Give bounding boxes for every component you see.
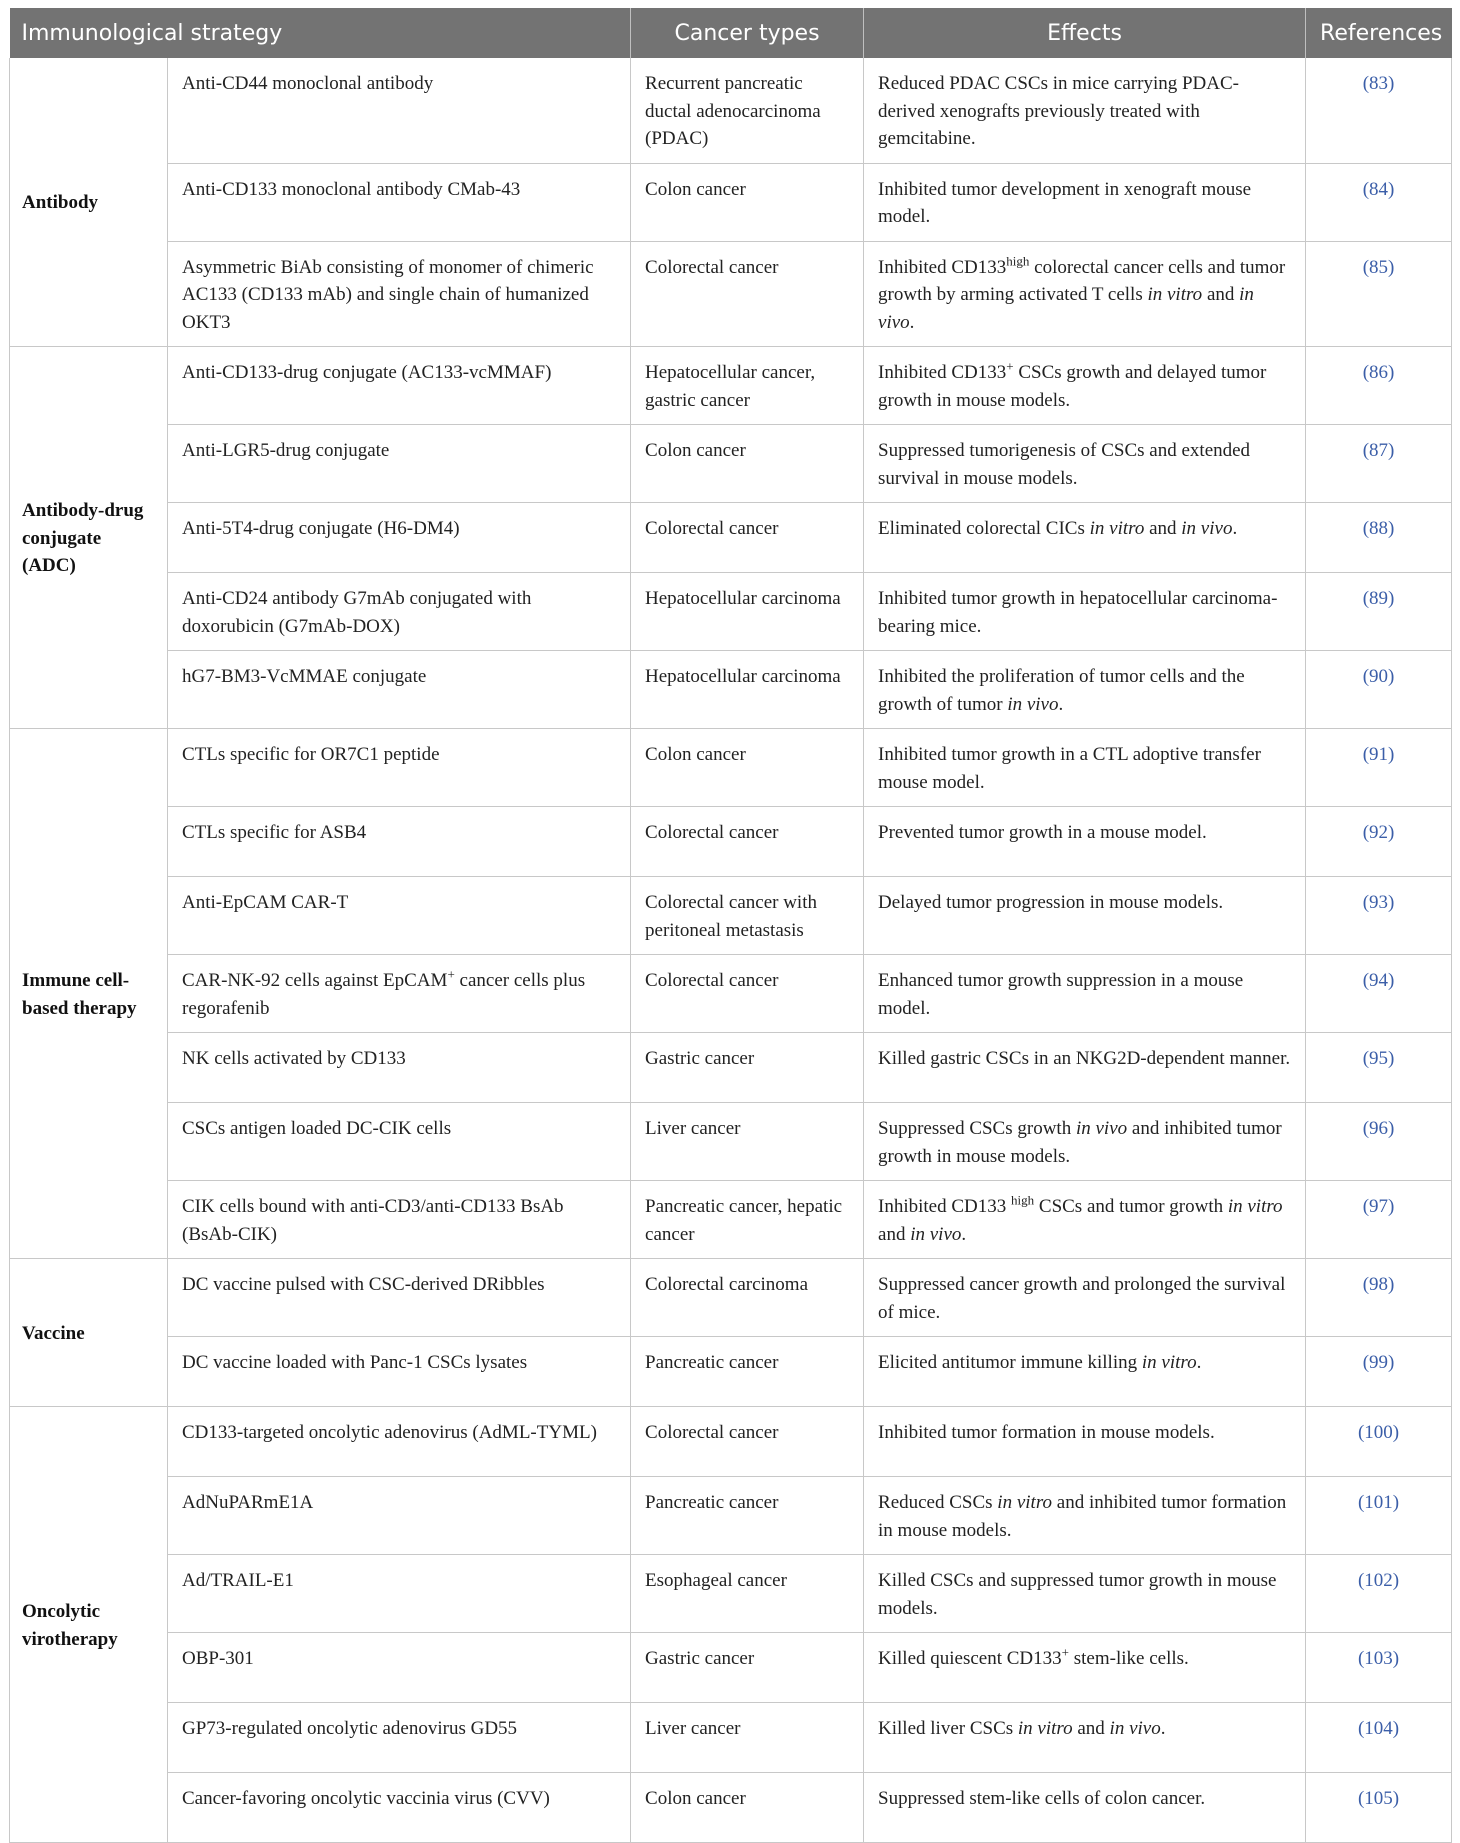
- cancer-type-cell: Colorectal cancer: [631, 807, 864, 877]
- reference-link[interactable]: (86): [1306, 347, 1452, 425]
- text-fragment: Reduced CSCs: [878, 1492, 998, 1513]
- cancer-type-cell: Colorectal cancer: [631, 1407, 864, 1477]
- text-fragment: Killed liver CSCs: [878, 1718, 1018, 1739]
- text-fragment: .: [1058, 693, 1064, 715]
- effect-cell: Killed CSCs and suppressed tumor growth in mouse models.: [864, 1555, 1306, 1633]
- table-row: [10, 729, 1452, 807]
- cancer-type-cell: Recurrent pancreatic ductal adenocarcinoma (PDAC): [631, 58, 864, 163]
- reference-link[interactable]: (85): [1306, 241, 1452, 347]
- strategy-group-label: Oncolytic virotherapy: [10, 1407, 168, 1843]
- reference-link[interactable]: (84): [1306, 163, 1452, 241]
- effect-cell: Inhibited tumor growth in a CTL adoptive transfer mouse model.: [864, 729, 1306, 807]
- cancer-type-cell: Esophageal cancer: [631, 1555, 864, 1633]
- text-fragment: and: [878, 1223, 911, 1245]
- effect-cell: Inhibited tumor development in xenograft mouse model.: [864, 163, 1306, 241]
- header-strategy: Immunological strategy: [10, 8, 631, 58]
- reference-link[interactable]: (87): [1306, 425, 1452, 503]
- cancer-type-cell: Hepatocellular carcinoma: [631, 651, 864, 729]
- reference-link[interactable]: (100): [1306, 1407, 1452, 1477]
- table-row: [10, 1337, 1452, 1407]
- text-fragment: CAR-NK-92 cells against EpCAM: [182, 970, 448, 991]
- effect-cell: [864, 1703, 1306, 1773]
- reference-link[interactable]: (103): [1306, 1633, 1452, 1703]
- table-row: [10, 1181, 1452, 1259]
- agent-cell: AdNuPARmE1A: [168, 1477, 631, 1555]
- text-fragment: Inhibited CD133: [878, 256, 1007, 278]
- table-row: [10, 1259, 1452, 1337]
- agent-cell: Cancer-favoring oncolytic vaccinia virus (CVV): [168, 1773, 631, 1843]
- reference-link[interactable]: (97): [1306, 1181, 1452, 1259]
- agent-cell: GP73-regulated oncolytic adenovirus GD55: [168, 1703, 631, 1773]
- text-fragment: colorectal cancer cells and tumor growth by arming activated T cells: [878, 256, 1286, 305]
- effect-cell: [864, 503, 1306, 573]
- text-fragment: Inhibited CD133: [878, 362, 1007, 383]
- cancer-type-cell: Colorectal cancer: [631, 503, 864, 573]
- table-row: [10, 573, 1452, 651]
- agent-cell: Anti-CD133 monoclonal antibody CMab-43: [168, 163, 631, 241]
- effect-cell: [864, 241, 1306, 347]
- effect-cell: [864, 651, 1306, 729]
- table-row: [10, 503, 1452, 573]
- text-fragment: stem-like cells.: [1069, 1648, 1189, 1669]
- agent-cell: DC vaccine loaded with Panc-1 CSCs lysates: [168, 1337, 631, 1407]
- table-row: [10, 877, 1452, 955]
- text-fragment: in vivo: [910, 1223, 962, 1245]
- cancer-type-cell: Colorectal cancer: [631, 955, 864, 1033]
- text-fragment: .: [1232, 518, 1238, 539]
- reference-link[interactable]: (83): [1306, 58, 1452, 163]
- text-fragment: .: [961, 1223, 967, 1245]
- table-row: [10, 58, 1452, 163]
- cancer-type-cell: Hepatocellular carcinoma: [631, 573, 864, 651]
- text-fragment: and inhibited tumor growth in mouse models.: [878, 1118, 1282, 1167]
- reference-link[interactable]: (92): [1306, 807, 1452, 877]
- cancer-type-cell: Pancreatic cancer, hepatic cancer: [631, 1181, 864, 1259]
- agent-cell: Anti-CD44 monoclonal antibody: [168, 58, 631, 163]
- agent-cell: Anti-CD133-drug conjugate (AC133-vcMMAF): [168, 347, 631, 425]
- cancer-type-cell: Colon cancer: [631, 163, 864, 241]
- text-fragment: cancer cells plus regorafenib: [182, 970, 586, 1019]
- effect-cell: Suppressed cancer growth and prolonged the survival of mice.: [864, 1259, 1306, 1337]
- text-fragment: in vivo: [878, 284, 1254, 333]
- table-row: [10, 955, 1452, 1033]
- text-fragment: in vivo: [1109, 1718, 1161, 1739]
- text-fragment: and inhibited tumor formation in mouse models.: [878, 1492, 1287, 1541]
- cancer-type-cell: Gastric cancer: [631, 1633, 864, 1703]
- strategy-group-label: Vaccine: [10, 1259, 168, 1407]
- text-fragment: +: [1006, 358, 1014, 374]
- agent-cell: Asymmetric BiAb consisting of monomer of chimeric AC133 (CD133 mAb) and single chain of humanized OKT3: [168, 241, 631, 347]
- cancer-type-cell: Pancreatic cancer: [631, 1337, 864, 1407]
- text-fragment: high: [1006, 253, 1030, 269]
- effect-cell: [864, 1477, 1306, 1555]
- agent-cell: CTLs specific for OR7C1 peptide: [168, 729, 631, 807]
- agent-cell: CSCs antigen loaded DC-CIK cells: [168, 1103, 631, 1181]
- agent-cell: OBP-301: [168, 1633, 631, 1703]
- text-fragment: high: [1011, 1192, 1035, 1208]
- text-fragment: in vitro: [1227, 1196, 1283, 1217]
- agent-cell: NK cells activated by CD133: [168, 1033, 631, 1103]
- table-row: [10, 1407, 1452, 1477]
- cancer-type-cell: Colon cancer: [631, 729, 864, 807]
- reference-link[interactable]: (102): [1306, 1555, 1452, 1633]
- table-row: [10, 241, 1452, 347]
- table-row: [10, 807, 1452, 877]
- table-row: [10, 1033, 1452, 1103]
- agent-cell: [168, 955, 631, 1033]
- table-body: [10, 58, 1452, 1843]
- text-fragment: Elicited antitumor immune killing: [878, 1352, 1142, 1373]
- effect-cell: [864, 1633, 1306, 1703]
- reference-link[interactable]: (101): [1306, 1477, 1452, 1555]
- reference-link[interactable]: (98): [1306, 1259, 1452, 1337]
- strategy-group-label: Antibody: [10, 58, 168, 347]
- reference-link[interactable]: (96): [1306, 1103, 1452, 1181]
- effect-cell: Suppressed stem-like cells of colon cancer.: [864, 1773, 1306, 1843]
- text-fragment: .: [909, 311, 915, 333]
- cancer-type-cell: Liver cancer: [631, 1703, 864, 1773]
- text-fragment: in vivo: [1075, 1118, 1128, 1139]
- table-row: [10, 1773, 1452, 1843]
- agent-cell: Anti-5T4-drug conjugate (H6-DM4): [168, 503, 631, 573]
- effect-cell: Inhibited tumor growth in hepatocellular carcinoma-bearing mice.: [864, 573, 1306, 651]
- text-fragment: Eliminated colorectal CICs: [878, 518, 1090, 539]
- effect-cell: Enhanced tumor growth suppression in a mouse model.: [864, 955, 1306, 1033]
- cancer-type-cell: Colorectal cancer with peritoneal metastasis: [631, 877, 864, 955]
- agent-cell: hG7-BM3-VcMMAE conjugate: [168, 651, 631, 729]
- text-fragment: +: [447, 966, 455, 982]
- cancer-type-cell: Liver cancer: [631, 1103, 864, 1181]
- text-fragment: Suppressed CSCs growth: [878, 1118, 1076, 1139]
- text-fragment: and: [1202, 284, 1240, 305]
- text-fragment: in vivo: [1181, 518, 1233, 539]
- effect-cell: Prevented tumor growth in a mouse model.: [864, 807, 1306, 877]
- table-row: [10, 425, 1452, 503]
- reference-link[interactable]: (99): [1306, 1337, 1452, 1407]
- cancer-type-cell: Colorectal cancer: [631, 241, 864, 347]
- cancer-type-cell: Gastric cancer: [631, 1033, 864, 1103]
- strategy-table: [9, 8, 1452, 1843]
- agent-cell: CIK cells bound with anti-CD3/anti-CD133 BsAb (BsAb-CIK): [168, 1181, 631, 1259]
- cancer-type-cell: Colorectal carcinoma: [631, 1259, 864, 1337]
- table-row: [10, 1477, 1452, 1555]
- table-row: [10, 163, 1452, 241]
- text-fragment: and: [1144, 518, 1182, 539]
- table-row: [10, 1103, 1452, 1181]
- text-fragment: Killed quiescent CD133: [878, 1648, 1062, 1669]
- text-fragment: in vivo: [1007, 693, 1059, 715]
- effect-cell: [864, 1103, 1306, 1181]
- reference-link[interactable]: (95): [1306, 1033, 1452, 1103]
- table-row: [10, 651, 1452, 729]
- table-row: [10, 1703, 1452, 1773]
- reference-link[interactable]: (89): [1306, 573, 1452, 651]
- reference-link[interactable]: (88): [1306, 503, 1452, 573]
- text-fragment: +: [1061, 1644, 1069, 1660]
- reference-link[interactable]: (93): [1306, 877, 1452, 955]
- header-cancer-types: Cancer types: [631, 8, 864, 58]
- effect-cell: [864, 1181, 1306, 1259]
- effect-cell: Reduced PDAC CSCs in mice carrying PDAC-derived xenografts previously treated with gemcitabine.: [864, 58, 1306, 163]
- text-fragment: in vitro: [1017, 1718, 1073, 1739]
- strategy-group-label: Immune cell-based therapy: [10, 729, 168, 1259]
- agent-cell: CD133-targeted oncolytic adenovirus (AdML-TYML): [168, 1407, 631, 1477]
- text-fragment: Inhibited the proliferation of tumor cells and the growth of tumor: [878, 666, 1245, 715]
- effect-cell: Killed gastric CSCs in an NKG2D-dependent manner.: [864, 1033, 1306, 1103]
- cancer-type-cell: Colon cancer: [631, 425, 864, 503]
- cancer-type-cell: Colon cancer: [631, 1773, 864, 1843]
- agent-cell: Anti-LGR5-drug conjugate: [168, 425, 631, 503]
- table-row: [10, 347, 1452, 425]
- text-fragment: CSCs and tumor growth: [1034, 1196, 1228, 1217]
- header-effects: Effects: [864, 8, 1306, 58]
- cancer-type-cell: Pancreatic cancer: [631, 1477, 864, 1555]
- table-container: [9, 8, 1451, 1843]
- text-fragment: and: [1072, 1718, 1110, 1739]
- table-row: [10, 1633, 1452, 1703]
- effect-cell: [864, 347, 1306, 425]
- text-fragment: in vitro: [1089, 518, 1145, 539]
- reference-link[interactable]: (94): [1306, 955, 1452, 1033]
- text-fragment: .: [1196, 1352, 1202, 1373]
- cancer-type-cell: Hepatocellular cancer, gastric cancer: [631, 347, 864, 425]
- text-fragment: .: [1160, 1718, 1166, 1739]
- header-row: [10, 8, 1452, 58]
- agent-cell: Ad/TRAIL-E1: [168, 1555, 631, 1633]
- reference-link[interactable]: (90): [1306, 651, 1452, 729]
- effect-cell: Delayed tumor progression in mouse models.: [864, 877, 1306, 955]
- reference-link[interactable]: (91): [1306, 729, 1452, 807]
- effect-cell: Suppressed tumorigenesis of CSCs and extended survival in mouse models.: [864, 425, 1306, 503]
- text-fragment: in vitro: [1147, 284, 1203, 305]
- agent-cell: Anti-CD24 antibody G7mAb conjugated with doxorubicin (G7mAb-DOX): [168, 573, 631, 651]
- agent-cell: Anti-EpCAM CAR-T: [168, 877, 631, 955]
- text-fragment: Inhibited CD133: [878, 1196, 1012, 1217]
- agent-cell: CTLs specific for ASB4: [168, 807, 631, 877]
- strategy-group-label: Antibody-drug conjugate (ADC): [10, 347, 168, 729]
- reference-link[interactable]: (104): [1306, 1703, 1452, 1773]
- table-row: [10, 1555, 1452, 1633]
- text-fragment: in vitro: [1141, 1352, 1197, 1373]
- effect-cell: Inhibited tumor formation in mouse models.: [864, 1407, 1306, 1477]
- text-fragment: in vitro: [997, 1492, 1053, 1513]
- text-fragment: CSCs growth and delayed tumor growth in mouse models.: [878, 362, 1267, 411]
- effect-cell: [864, 1337, 1306, 1407]
- reference-link[interactable]: (105): [1306, 1773, 1452, 1843]
- agent-cell: DC vaccine pulsed with CSC-derived DRibbles: [168, 1259, 631, 1337]
- header-references: References: [1306, 8, 1452, 58]
